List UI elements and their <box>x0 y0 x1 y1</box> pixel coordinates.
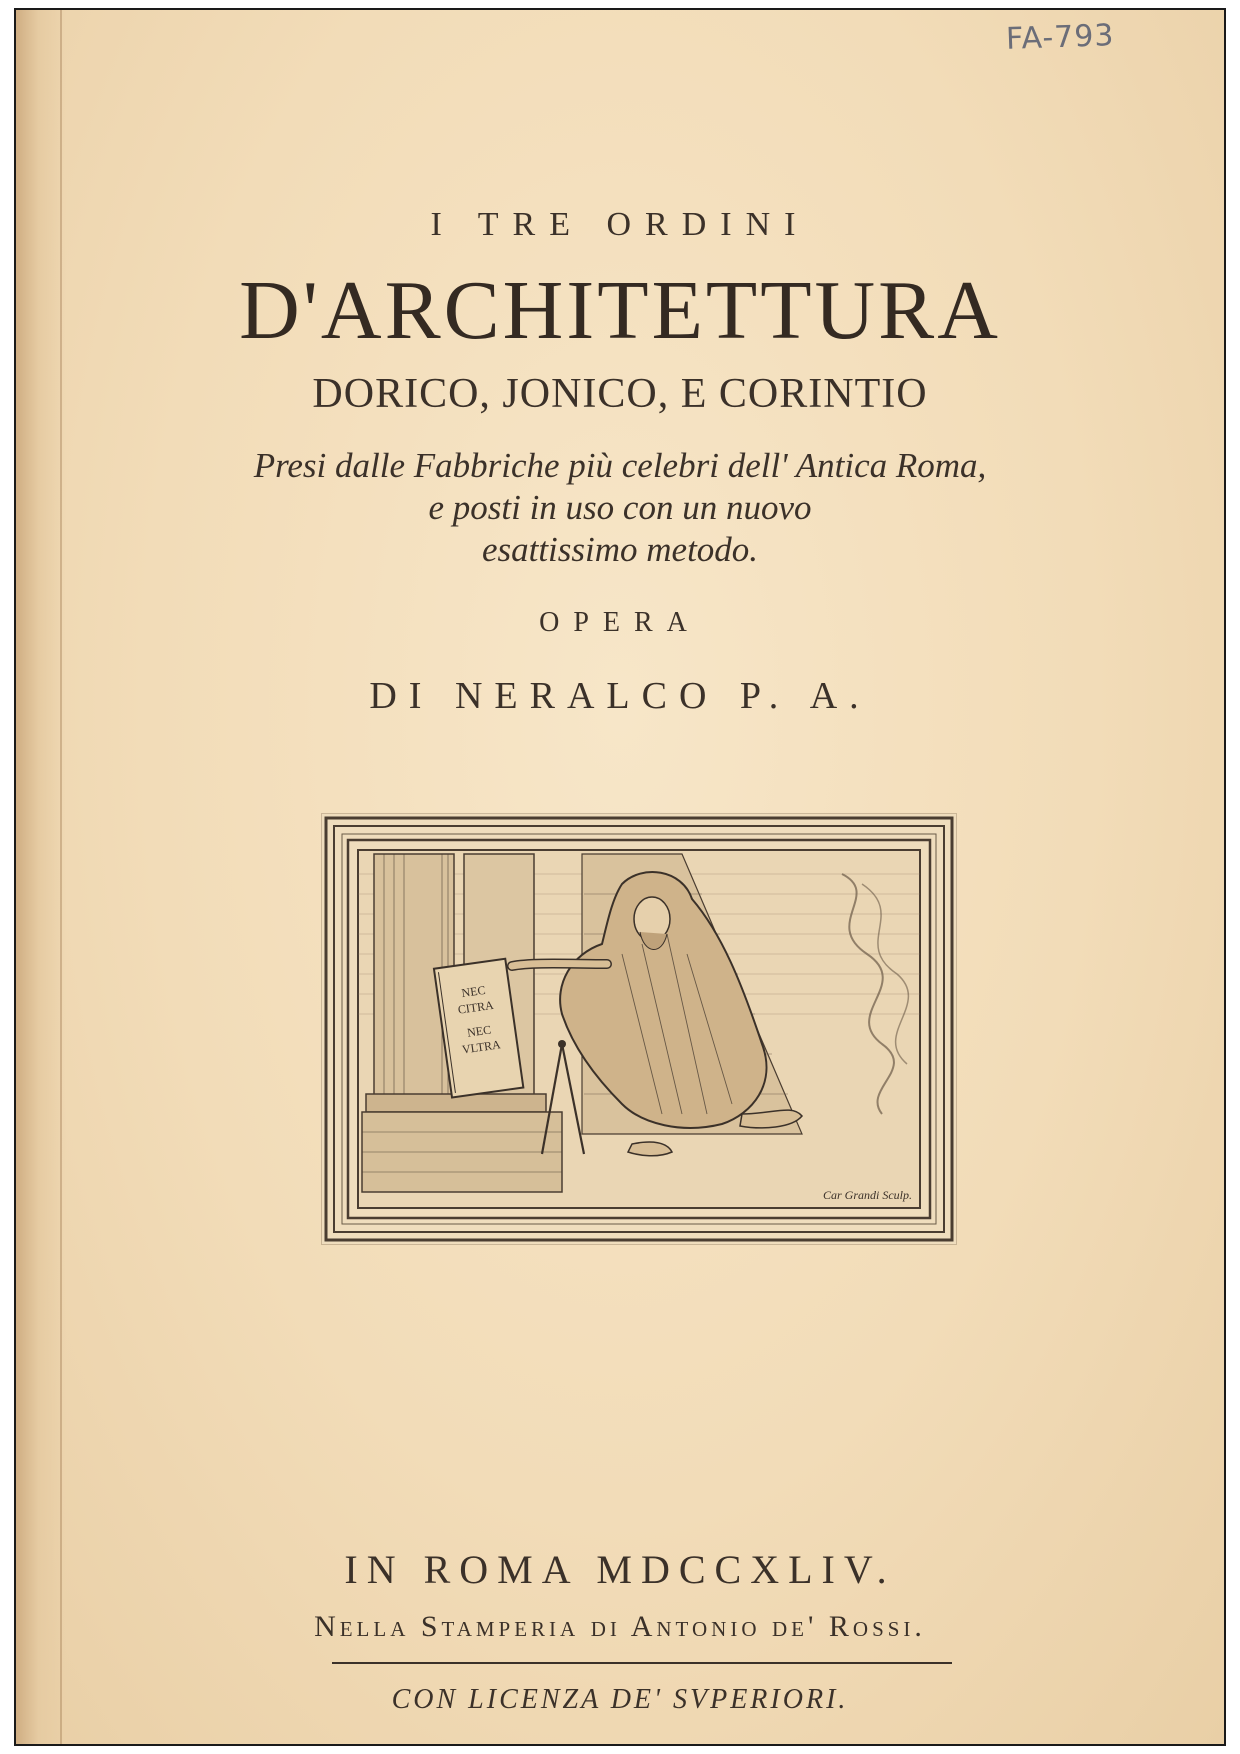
subtitle-line-3: esattissimo metodo. <box>481 530 759 569</box>
imprint-license: CON LICENZA DE' SVPERIORI. <box>391 1684 849 1715</box>
engraving-illustration <box>322 814 956 1244</box>
opera-label: OPERA <box>539 607 701 638</box>
imprint-printer: Nella Stamperia di Antonio de' Rossi. <box>314 1610 926 1643</box>
subtitle-line-1: Presi dalle Fabbriche più celebri dell' Antica Roma, <box>253 446 987 485</box>
engraver-signature: Car Grandi Sculp. <box>822 1188 912 1202</box>
engraving-plate <box>322 814 956 1244</box>
shelfmark: FA-793 <box>1004 18 1115 57</box>
divider-rule <box>332 1662 952 1664</box>
book-text-3: NEC <box>466 1022 492 1040</box>
title-line-1: I TRE ORDINI <box>430 206 810 243</box>
title-line-3: DORICO, JONICO, E CORINTIO <box>312 371 928 417</box>
book-text-2: CITRA <box>456 997 495 1017</box>
main-title: D'ARCHITETTURA <box>239 264 1001 357</box>
subtitle-line-2: e posti in uso con un nuovo <box>428 488 812 527</box>
book-text-1: NEC <box>460 982 487 1001</box>
book-text-4: VLTRA <box>461 1037 502 1057</box>
author-line: DI NERALCO P. A. <box>369 675 871 717</box>
imprint-place-date: IN ROMA MDCCXLIV. <box>344 1547 896 1592</box>
title-page <box>14 8 1226 1746</box>
